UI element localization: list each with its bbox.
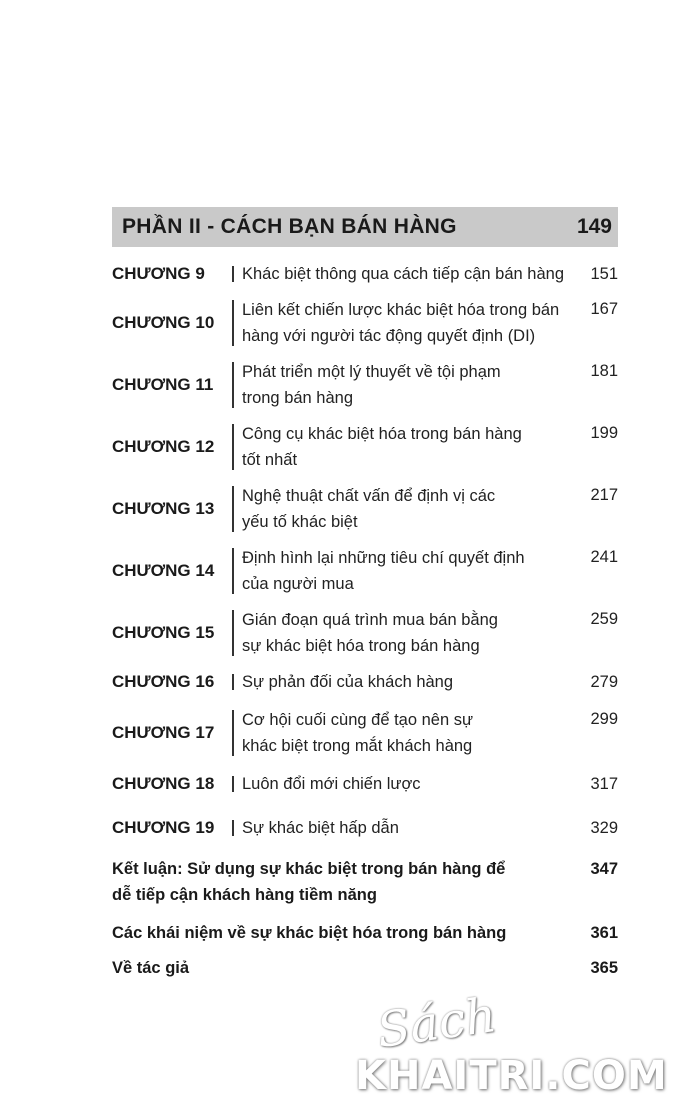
toc-entry-chapter-17[interactable] xyxy=(112,706,618,760)
table-of-contents xyxy=(112,258,618,844)
toc-entry-chapter-15[interactable] xyxy=(112,606,618,660)
watermark-script: Sách xyxy=(373,986,500,1060)
chapter-title: Gián đoạn quá trình mua bán bằng sự khác biệt hóa trong bán hàng xyxy=(242,611,498,655)
toc-entry-about-author[interactable] xyxy=(112,955,618,981)
watermark-logo xyxy=(355,986,690,1120)
part-title: PHẦN II - CÁCH BẠN BÁN HÀNG xyxy=(122,215,457,238)
chapter-title: Liên kết chiến lược khác biệt hóa trong bán hàng với người tác động quyết định (DI) xyxy=(242,301,560,345)
part-page-number: 149 xyxy=(576,215,612,238)
chapter-page: 199 xyxy=(590,424,618,442)
chapter-label: CHƯƠNG 15 xyxy=(112,623,215,642)
toc-entry-chapter-9[interactable] xyxy=(112,258,618,290)
chapter-page: 181 xyxy=(590,362,618,380)
divider xyxy=(232,486,234,532)
part-header xyxy=(112,207,618,247)
chapter-label: CHƯƠNG 16 xyxy=(112,672,215,691)
chapter-title: Sự khác biệt hấp dẫn xyxy=(242,819,399,837)
toc-entry-chapter-10[interactable] xyxy=(112,296,618,350)
divider xyxy=(232,362,234,408)
chapter-title: Nghệ thuật chất vấn để định vị các yếu tố khác biệt xyxy=(242,487,496,531)
divider xyxy=(232,548,234,594)
toc-entry-concepts[interactable] xyxy=(112,920,618,946)
chapter-label: CHƯƠNG 19 xyxy=(112,818,215,837)
chapter-page: 217 xyxy=(590,486,618,504)
chapter-page: 317 xyxy=(590,775,618,793)
toc-entry-chapter-19[interactable] xyxy=(112,812,618,844)
back-matter-title: Về tác giả xyxy=(112,959,190,977)
divider xyxy=(232,610,234,656)
chapter-title: Định hình lại những tiêu chí quyết định của người mua xyxy=(242,549,525,593)
divider xyxy=(232,300,234,346)
back-matter-page: 361 xyxy=(590,924,618,942)
chapter-title: Cơ hội cuối cùng để tạo nên sự khác biệt trong mắt khách hàng xyxy=(242,711,474,755)
chapter-label: CHƯƠNG 12 xyxy=(112,437,215,456)
toc-entry-chapter-18[interactable] xyxy=(112,768,618,800)
chapter-title: Khác biệt thông qua cách tiếp cận bán hàng xyxy=(242,265,564,283)
chapter-page: 241 xyxy=(590,548,618,566)
chapter-page: 151 xyxy=(590,265,618,283)
divider xyxy=(232,820,234,836)
back-matter-title: Kết luận: Sử dụng sự khác biệt trong bán hàng để dễ tiếp cận khách hàng tiềm năng xyxy=(112,860,506,904)
chapter-title: Sự phản đối của khách hàng xyxy=(242,673,454,691)
chapter-label: CHƯƠNG 9 xyxy=(112,264,205,283)
chapter-title: Phát triển một lý thuyết về tội phạm trong bán hàng xyxy=(242,363,501,407)
chapter-label: CHƯƠNG 11 xyxy=(112,375,214,394)
chapter-page: 299 xyxy=(590,710,618,728)
back-matter-title: Các khái niệm về sự khác biệt hóa trong bán hàng xyxy=(112,924,507,942)
toc-entry-conclusion[interactable] xyxy=(112,856,618,908)
chapter-page: 167 xyxy=(590,300,618,318)
divider xyxy=(232,710,234,756)
chapter-label: CHƯƠNG 18 xyxy=(112,774,215,793)
chapter-label: CHƯƠNG 13 xyxy=(112,499,215,518)
toc-entry-chapter-13[interactable] xyxy=(112,482,618,536)
back-matter-page: 347 xyxy=(590,860,618,878)
chapter-page: 259 xyxy=(590,610,618,628)
divider xyxy=(232,266,234,282)
chapter-page: 279 xyxy=(590,673,618,691)
divider xyxy=(232,674,234,690)
chapter-page: 329 xyxy=(590,819,618,837)
divider xyxy=(232,424,234,470)
toc-entry-chapter-16[interactable] xyxy=(112,666,618,698)
chapter-label: CHƯƠNG 10 xyxy=(112,313,215,332)
toc-entry-chapter-12[interactable] xyxy=(112,420,618,474)
back-matter-page: 365 xyxy=(590,959,618,977)
toc-entry-chapter-11[interactable] xyxy=(112,358,618,412)
chapter-title: Công cụ khác biệt hóa trong bán hàng tốt nhất xyxy=(242,425,522,469)
watermark-brand: KHAITRI.COM xyxy=(355,1053,668,1099)
chapter-label: CHƯƠNG 14 xyxy=(112,561,215,580)
toc-entry-chapter-14[interactable] xyxy=(112,544,618,598)
chapter-title: Luôn đổi mới chiến lược xyxy=(242,775,421,793)
chapter-label: CHƯƠNG 17 xyxy=(112,723,215,742)
divider xyxy=(232,776,234,792)
